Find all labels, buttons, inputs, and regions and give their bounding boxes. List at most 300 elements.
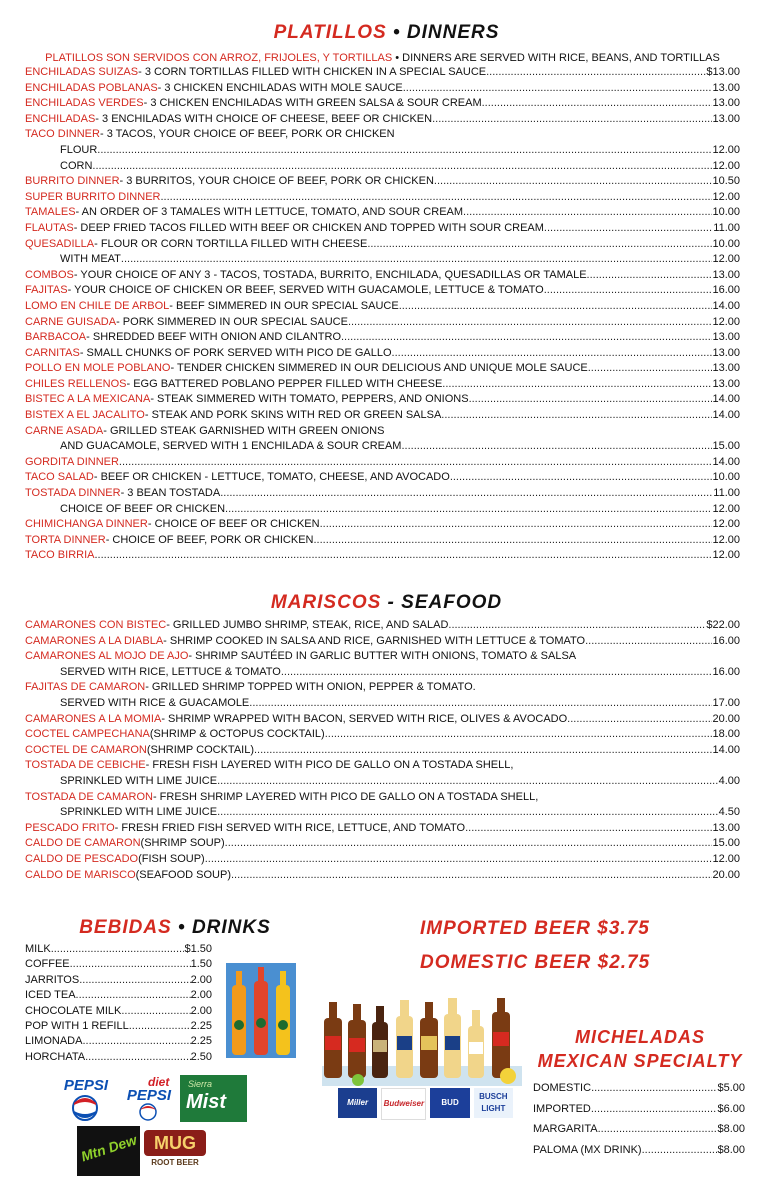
menu-item-row [25, 65, 740, 81]
item-price: 16.00 [712, 665, 740, 678]
dinners-title: PLATILLOS • DINNERS [273, 22, 500, 43]
item-price: $6.00 [717, 1102, 745, 1115]
item-name: PESCADO FRITO [25, 821, 115, 834]
item-price: 12.00 [712, 502, 740, 515]
item-description: - STEAK AND PORK SKINS WITH RED OR GREEN SALSA [144, 409, 442, 422]
micheladas-list [533, 1078, 745, 1160]
drinks-title: BEBIDAS • DRINKS [79, 917, 271, 938]
dot-leader [482, 96, 713, 112]
dot-leader [441, 408, 712, 424]
budweiser-logo: Budweiser [381, 1088, 426, 1120]
item-description: - SMALL CHUNKS OF PORK SERVED WITH PICO DE GALLO [79, 346, 392, 359]
miller-logo: Miller [338, 1088, 377, 1118]
menu-item-row [25, 502, 740, 518]
dot-leader [82, 1034, 190, 1049]
dot-leader [598, 1119, 718, 1140]
item-price: 13.00 [712, 377, 740, 390]
dot-leader [465, 821, 712, 837]
item-name: CALDO DE PESCADO [25, 852, 139, 865]
dot-leader [217, 805, 719, 821]
item-description: - YOUR CHOICE OF ANY 3 - TACOS, TOSTADA, BURRITO, ENCHILADA, QUESADILLAS OR TAMALE [73, 268, 587, 281]
dot-leader [476, 680, 740, 696]
item-price: 10.50 [712, 175, 740, 188]
item-price: 14.00 [712, 299, 740, 312]
item-name: TACO SALAD [25, 471, 94, 484]
menu-item-row [25, 112, 740, 128]
dinners-list [25, 65, 740, 564]
item-name: COCTEL CAMPECHANA [25, 728, 150, 741]
menu-item-row [25, 1019, 212, 1034]
item-name: CAMARONES A LA DIABLA [25, 634, 164, 647]
item-price: $8.00 [717, 1143, 745, 1156]
menu-item-row [25, 790, 740, 806]
item-description: - GRILLED STEAK GARNISHED WITH GREEN ONIONS [103, 424, 385, 437]
item-description: - 3 CHICKEN ENCHILADAS WITH GREEN SALSA & SOUR CREAM [143, 97, 482, 110]
item-name: CHILES RELLENOS [25, 377, 127, 390]
dot-leader [585, 634, 712, 650]
menu-item-row [25, 221, 740, 237]
item-price: 12.00 [712, 533, 740, 546]
busch-light-logo: BUSCH LIGHT [474, 1088, 513, 1118]
menu-item-row [25, 743, 740, 759]
item-price: 2.00 [190, 1004, 212, 1017]
dot-leader [442, 377, 712, 393]
item-price: 12.00 [712, 852, 740, 865]
dot-leader [591, 1099, 718, 1120]
item-name: BARBACOA [25, 331, 87, 344]
item-description: - AN ORDER OF 3 TAMALES WITH LETTUCE, TOMATO, AND SOUR CREAM [75, 206, 464, 219]
item-description: (FISH SOUP) [138, 852, 205, 865]
item-description: WITH MEAT [60, 253, 121, 266]
item-name: PALOMA (MX DRINK) [533, 1143, 642, 1156]
item-description: SERVED WITH RICE & GUACAMOLE [60, 696, 250, 709]
menu-item-row [25, 696, 740, 712]
menu-item-row [25, 424, 740, 440]
item-price: $5.00 [717, 1082, 745, 1094]
menu-item-row [25, 486, 740, 502]
dot-leader [538, 790, 740, 806]
item-price: 12.00 [712, 253, 740, 266]
dot-leader [384, 424, 740, 440]
item-name: CARNITAS [25, 346, 80, 359]
item-name: CAMARONES CON BISTEC [25, 619, 167, 631]
item-name: LOMO EN CHILE DE ARBOL [25, 299, 170, 312]
dot-leader [225, 836, 713, 852]
item-description: - TENDER CHICKEN SIMMERED IN OUR DELICIOUS AND UNIQUE MOLE SAUCE [170, 362, 588, 375]
dot-leader [588, 361, 713, 377]
item-price: 13.00 [712, 112, 740, 125]
dot-leader [469, 392, 713, 408]
item-description: CHOICE OF BEEF OR CHICKEN [60, 502, 226, 515]
item-price: 13.00 [712, 362, 740, 375]
item-name: COMBOS [25, 268, 74, 281]
item-name: ICED TEA [25, 989, 76, 1002]
dot-leader [587, 268, 713, 284]
item-price: 13.00 [712, 346, 740, 359]
item-price: 20.00 [712, 712, 740, 725]
item-description: - FLOUR OR CORN TORTILLA FILLED WITH CHEESE [94, 237, 368, 250]
item-price: 4.50 [718, 806, 740, 819]
dot-leader [399, 299, 713, 315]
item-price: 12.00 [712, 518, 740, 531]
item-price: 13.00 [712, 331, 740, 344]
dot-leader [591, 1078, 717, 1099]
item-description: SERVED WITH RICE, LETTUCE & TOMATO [60, 665, 281, 678]
menu-item-row [25, 727, 740, 743]
pepsi-logos [54, 1075, 247, 1122]
menu-item-row [25, 774, 740, 790]
item-name: FAJITAS DE CAMARON [25, 681, 146, 694]
dot-leader [434, 174, 713, 190]
item-name: TACO BIRRIA [25, 549, 95, 562]
item-description: - SHRIMP SAUTÉED IN GARLIC BUTTER WITH ONIONS, TOMATO & SALSA [188, 650, 577, 663]
menu-item-row [25, 634, 740, 650]
diet-pepsi-globe-icon [138, 1103, 158, 1121]
item-description: - SHRIMP WRAPPED WITH BACON, SERVED WITH RICE, OLIVES & AVOCADO [161, 712, 568, 725]
item-name: CALDO DE CAMARON [25, 837, 141, 850]
item-price: $8.00 [717, 1123, 745, 1135]
menu-item-row [25, 988, 212, 1003]
menu-item-row [25, 942, 212, 957]
micheladas-title: MICHELADAS MEXICAN SPECIALTY [537, 1027, 743, 1071]
menu-item-row [25, 533, 740, 549]
dot-leader [544, 283, 713, 299]
dot-leader [160, 190, 712, 206]
item-name: CAMARONES A LA MOMIA [25, 712, 162, 725]
item-name: CALDO DE MARISCO [25, 868, 136, 881]
menu-item-row [25, 81, 740, 97]
item-price: 15.00 [712, 837, 740, 850]
item-price: 12.00 [712, 143, 740, 156]
item-name: SUPER BURRITO DINNER [25, 190, 161, 203]
menu-item-row [25, 1004, 212, 1019]
item-name: CAMARONES AL MOJO DE AJO [25, 650, 189, 663]
item-price: 16.00 [712, 634, 740, 647]
item-description: (SHRIMP & OCTOPUS COCKTAIL) [149, 728, 325, 741]
item-description: (SHRIMP SOUP) [140, 837, 225, 850]
item-description: - GRILLED SHRIMP TOPPED WITH ONION, PEPPER & TOMATO. [145, 681, 476, 694]
item-name: FLAUTAS [25, 221, 74, 234]
item-name: TORTA DINNER [25, 533, 106, 546]
item-description: - BEEF OR CHICKEN - LETTUCE, TOMATO, CHEESE, AND AVOCADO [93, 471, 450, 484]
item-price: 13.00 [712, 81, 740, 94]
item-price: 4.00 [718, 774, 740, 787]
dot-leader [403, 81, 713, 97]
menu-item-row [25, 758, 740, 774]
item-description: - DEEP FRIED TACOS FILLED WITH BEEF OR CHICKEN AND TOPPED WITH SOUR CREAM [73, 221, 544, 234]
dot-leader [281, 665, 713, 681]
menu-item-row [25, 283, 740, 299]
menu-item-row [25, 361, 740, 377]
item-price: 2.50 [190, 1050, 212, 1063]
menu-item-row [25, 649, 740, 665]
item-name: CARNE GUISADA [25, 315, 117, 328]
item-description: - YOUR CHOICE OF CHICKEN OR BEEF, SERVED WITH GUACAMOLE, LETTUCE & TOMATO [67, 284, 544, 297]
menu-item-row [25, 1050, 212, 1065]
menu-item-row [25, 868, 740, 884]
menu-item-row [25, 973, 212, 988]
item-name: MILK [25, 943, 51, 955]
dot-leader [205, 852, 713, 868]
seafood-title: MARISCOS - SEAFOOD [270, 592, 503, 613]
menu-item-row [533, 1140, 745, 1161]
item-price: 1.50 [190, 958, 212, 971]
menu-item-row [25, 712, 740, 728]
dot-leader [642, 1140, 718, 1161]
item-name: POP WITH 1 REFILL [25, 1019, 129, 1032]
item-price: 14.00 [712, 455, 740, 468]
dot-leader [450, 470, 713, 486]
menu-item-row [533, 1078, 745, 1099]
menu-item-row [25, 805, 740, 821]
item-price: 14.00 [712, 393, 740, 406]
imported-beer-price: IMPORTED BEER $3.75 [420, 918, 650, 939]
item-description: - PORK SIMMERED IN OUR SPECIAL SAUCE [116, 315, 348, 328]
item-price: $22.00 [706, 619, 740, 631]
item-name: CHOCOLATE MILK [25, 1004, 122, 1017]
item-name: HORCHATA [25, 1050, 86, 1063]
item-name: ENCHILADAS VERDES [25, 97, 144, 110]
item-description: - FRESH SHRIMP LAYERED WITH PICO DE GALLO ON A TOSTADA SHELL, [152, 790, 539, 803]
domestic-beer-price: DOMESTIC BEER $2.75 [420, 952, 651, 973]
menu-item-row [25, 127, 740, 143]
item-price: 12.00 [712, 315, 740, 328]
dot-leader [348, 315, 713, 331]
item-price: 2.25 [190, 1019, 212, 1032]
menu-item-row [25, 299, 740, 315]
dot-leader [513, 758, 740, 774]
item-price: 12.00 [712, 190, 740, 203]
item-name: FAJITAS [25, 284, 68, 297]
menu-item-row [25, 852, 740, 868]
item-price: 11.00 [713, 487, 740, 500]
item-description: - 3 CHICKEN ENCHILADAS WITH MOLE SAUCE [157, 81, 403, 94]
dot-leader [231, 868, 712, 884]
item-price: 2.25 [190, 1035, 212, 1048]
item-price: $13.00 [706, 66, 740, 78]
item-name: BURRITO DINNER [25, 175, 120, 188]
menu-item-row [25, 439, 740, 455]
jarritos-bottles-image [226, 963, 296, 1058]
bud-light-logo: BUD LIGHT [430, 1088, 469, 1118]
item-name: BISTEX A EL JACALITO [25, 409, 145, 422]
menu-item-row [25, 330, 740, 346]
menu-item-row [25, 190, 740, 206]
item-description: SPRINKLED WITH LIME JUICE [60, 774, 218, 787]
item-price: $1.50 [184, 943, 212, 955]
item-description: - 3 CORN TORTILLAS FILLED WITH CHICKEN IN A SPECIAL SAUCE [138, 66, 487, 78]
diet-pepsi-logo: diet PEPSI [118, 1075, 180, 1122]
menu-item-row [25, 159, 740, 175]
menu-item-row [25, 408, 740, 424]
item-name: POLLO EN MOLE POBLANO [25, 362, 171, 375]
menu-item-row [25, 315, 740, 331]
dot-leader [367, 237, 712, 253]
dot-leader [121, 252, 713, 268]
dot-leader [225, 502, 712, 518]
menu-item-row [533, 1119, 745, 1140]
item-price: 2.00 [190, 973, 212, 986]
dot-leader [401, 439, 712, 455]
item-name: MARGARITA [533, 1123, 598, 1135]
menu-item-row [25, 174, 740, 190]
dot-leader [76, 988, 191, 1003]
item-price: 20.00 [712, 868, 740, 881]
menu-item-row [25, 346, 740, 362]
item-description: - STEAK SIMMERED WITH TOMATO, PEPPERS, AND ONIONS [150, 393, 469, 406]
menu-item-row [25, 517, 740, 533]
dinners-subtitle: PLATILLOS SON SERVIDOS CON ARROZ, FRIJOLES, Y TORTILLAS • DINNERS ARE SERVED WITH RICE, BEANS, AND TORTILLAS [45, 52, 720, 64]
menu-item-row [25, 821, 740, 837]
sierra-mist-logo: Sierra Mist [180, 1075, 247, 1122]
item-name: ENCHILADAS POBLANAS [25, 81, 158, 94]
mug-root-beer-logo: MUG ROOT BEER [140, 1126, 210, 1176]
item-name: GORDITA DINNER [25, 455, 119, 468]
dot-leader [567, 712, 712, 728]
menu-item-row [25, 268, 740, 284]
item-description: - 3 TACOS, YOUR CHOICE OF BEEF, PORK OR CHICKEN [99, 128, 395, 141]
item-name: CARNE ASADA [25, 424, 104, 437]
menu-item-row [25, 96, 740, 112]
item-description: SPRINKLED WITH LIME JUICE [60, 806, 218, 819]
item-name: JARRITOS [25, 973, 80, 986]
menu-item-row [25, 836, 740, 852]
item-price: 10.00 [712, 237, 740, 250]
dot-leader [129, 1019, 191, 1034]
item-name: ENCHILADAS SUIZAS [25, 66, 139, 78]
item-description: - GRILLED JUMBO SHRIMP, STEAK, RICE, AND SALAD [166, 619, 449, 631]
dot-leader [85, 1050, 190, 1065]
item-name: CHIMICHANGA DINNER [25, 518, 148, 531]
item-description: - EGG BATTERED POBLANO PEPPER FILLED WITH CHEESE [126, 377, 443, 390]
item-name: LIMONADA [25, 1035, 83, 1048]
dot-leader [249, 696, 712, 712]
item-name: TAMALES [25, 206, 76, 219]
dot-leader [395, 127, 740, 143]
item-name: BISTEC A LA MEXICANA [25, 393, 151, 406]
item-price: 17.00 [712, 696, 740, 709]
item-price: 18.00 [712, 728, 740, 741]
dot-leader [341, 330, 712, 346]
item-description: - SHREDDED BEEF WITH ONION AND CILANTRO [86, 331, 341, 344]
dot-leader [70, 957, 191, 972]
menu-item-row [25, 618, 740, 634]
item-description: - 3 BEAN TOSTADA [120, 487, 221, 500]
item-name: TOSTADA DE CAMARON [25, 790, 153, 803]
item-price: 13.00 [712, 821, 740, 834]
menu-item-row [25, 470, 740, 486]
item-price: 13.00 [712, 268, 740, 281]
dot-leader [314, 533, 713, 549]
item-description: - CHOICE OF BEEF OR CHICKEN [147, 518, 320, 531]
item-price: 14.00 [712, 409, 740, 422]
item-description: (SEAFOOD SOUP) [135, 868, 231, 881]
item-description: - FRESH FRIED FISH SERVED WITH RICE, LETTUCE, AND TOMATO [114, 821, 466, 834]
item-name: TOSTADA DE CEBICHE [25, 759, 146, 772]
domestic-beer-logos [338, 1088, 513, 1137]
menu-item-row [533, 1099, 745, 1120]
item-price: 12.00 [712, 159, 740, 172]
menu-item-row [25, 143, 740, 159]
dot-leader [94, 548, 712, 564]
dot-leader [121, 1004, 190, 1019]
item-price: 11.00 [713, 221, 740, 234]
item-price: 2.00 [190, 989, 212, 1002]
menu-item-row [25, 1034, 212, 1049]
item-description: CORN [60, 159, 93, 172]
dot-leader [92, 159, 712, 175]
item-price: 10.00 [712, 206, 740, 219]
dot-leader [220, 486, 713, 502]
item-name: TACO DINNER [25, 128, 100, 141]
item-description: - BEEF SIMMERED IN OUR SPECIAL SAUCE [169, 299, 399, 312]
item-description: AND GUACAMOLE, SERVED WITH 1 ENCHILADA & SOUR CREAM [60, 440, 402, 453]
drinks-list [25, 942, 212, 1065]
item-price: 16.00 [712, 284, 740, 297]
item-description: - 3 BURRITOS, YOUR CHOICE OF BEEF, PORK OR CHICKEN [119, 175, 434, 188]
menu-item-row [25, 252, 740, 268]
dot-leader [254, 743, 712, 759]
menu-item-row [25, 455, 740, 471]
item-description: FLOUR [60, 143, 98, 156]
menu-item-row [25, 680, 740, 696]
pepsi-logo: PEPSI [54, 1075, 118, 1122]
menu-item-row [25, 548, 740, 564]
dot-leader [544, 221, 713, 237]
dot-leader [79, 973, 190, 988]
item-price: 10.00 [712, 471, 740, 484]
item-description: - 3 ENCHILADAS WITH CHOICE OF CHEESE, BEEF OR CHICKEN [95, 112, 433, 125]
dot-leader [119, 455, 713, 471]
pepsi-globe-icon [72, 1095, 98, 1121]
dot-leader [448, 618, 706, 634]
item-name: DOMESTIC [533, 1082, 592, 1094]
item-description: - FRESH FISH LAYERED WITH PICO DE GALLO ON A TOSTADA SHELL, [145, 759, 514, 772]
item-description: (SHRIMP COCKTAIL) [146, 743, 254, 756]
menu-item-row [25, 205, 740, 221]
dot-leader [463, 205, 712, 221]
item-name: TOSTADA DINNER [25, 487, 121, 500]
item-name: ENCHILADAS [25, 112, 96, 125]
menu-item-row [25, 665, 740, 681]
dot-leader [325, 727, 713, 743]
item-price: 14.00 [712, 743, 740, 756]
dot-leader [320, 517, 713, 533]
dot-leader [432, 112, 712, 128]
dot-leader [392, 346, 713, 362]
dot-leader [97, 143, 712, 159]
menu-item-row [25, 392, 740, 408]
seafood-list [25, 618, 740, 883]
beer-bottles-image [322, 996, 522, 1086]
item-name: QUESADILLA [25, 237, 95, 250]
item-description: - CHOICE OF BEEF, PORK OR CHICKEN [105, 533, 314, 546]
menu-item-row [25, 957, 212, 972]
dot-leader [217, 774, 719, 790]
dot-leader [486, 65, 706, 81]
dew-mug-logos [77, 1126, 210, 1176]
item-name: IMPORTED [533, 1102, 591, 1115]
item-description: - SHRIMP COOKED IN SALSA AND RICE, GARNISHED WITH LETTUCE & TOMATO [163, 634, 586, 647]
item-name: COCTEL DE CAMARON [25, 743, 147, 756]
menu-item-row [25, 377, 740, 393]
item-price: 15.00 [712, 440, 740, 453]
dot-leader [576, 649, 740, 665]
mtn-dew-logo: Mtn Dew [77, 1126, 140, 1176]
item-price: 13.00 [712, 97, 740, 110]
menu-item-row [25, 237, 740, 253]
item-price: 12.00 [712, 549, 740, 562]
